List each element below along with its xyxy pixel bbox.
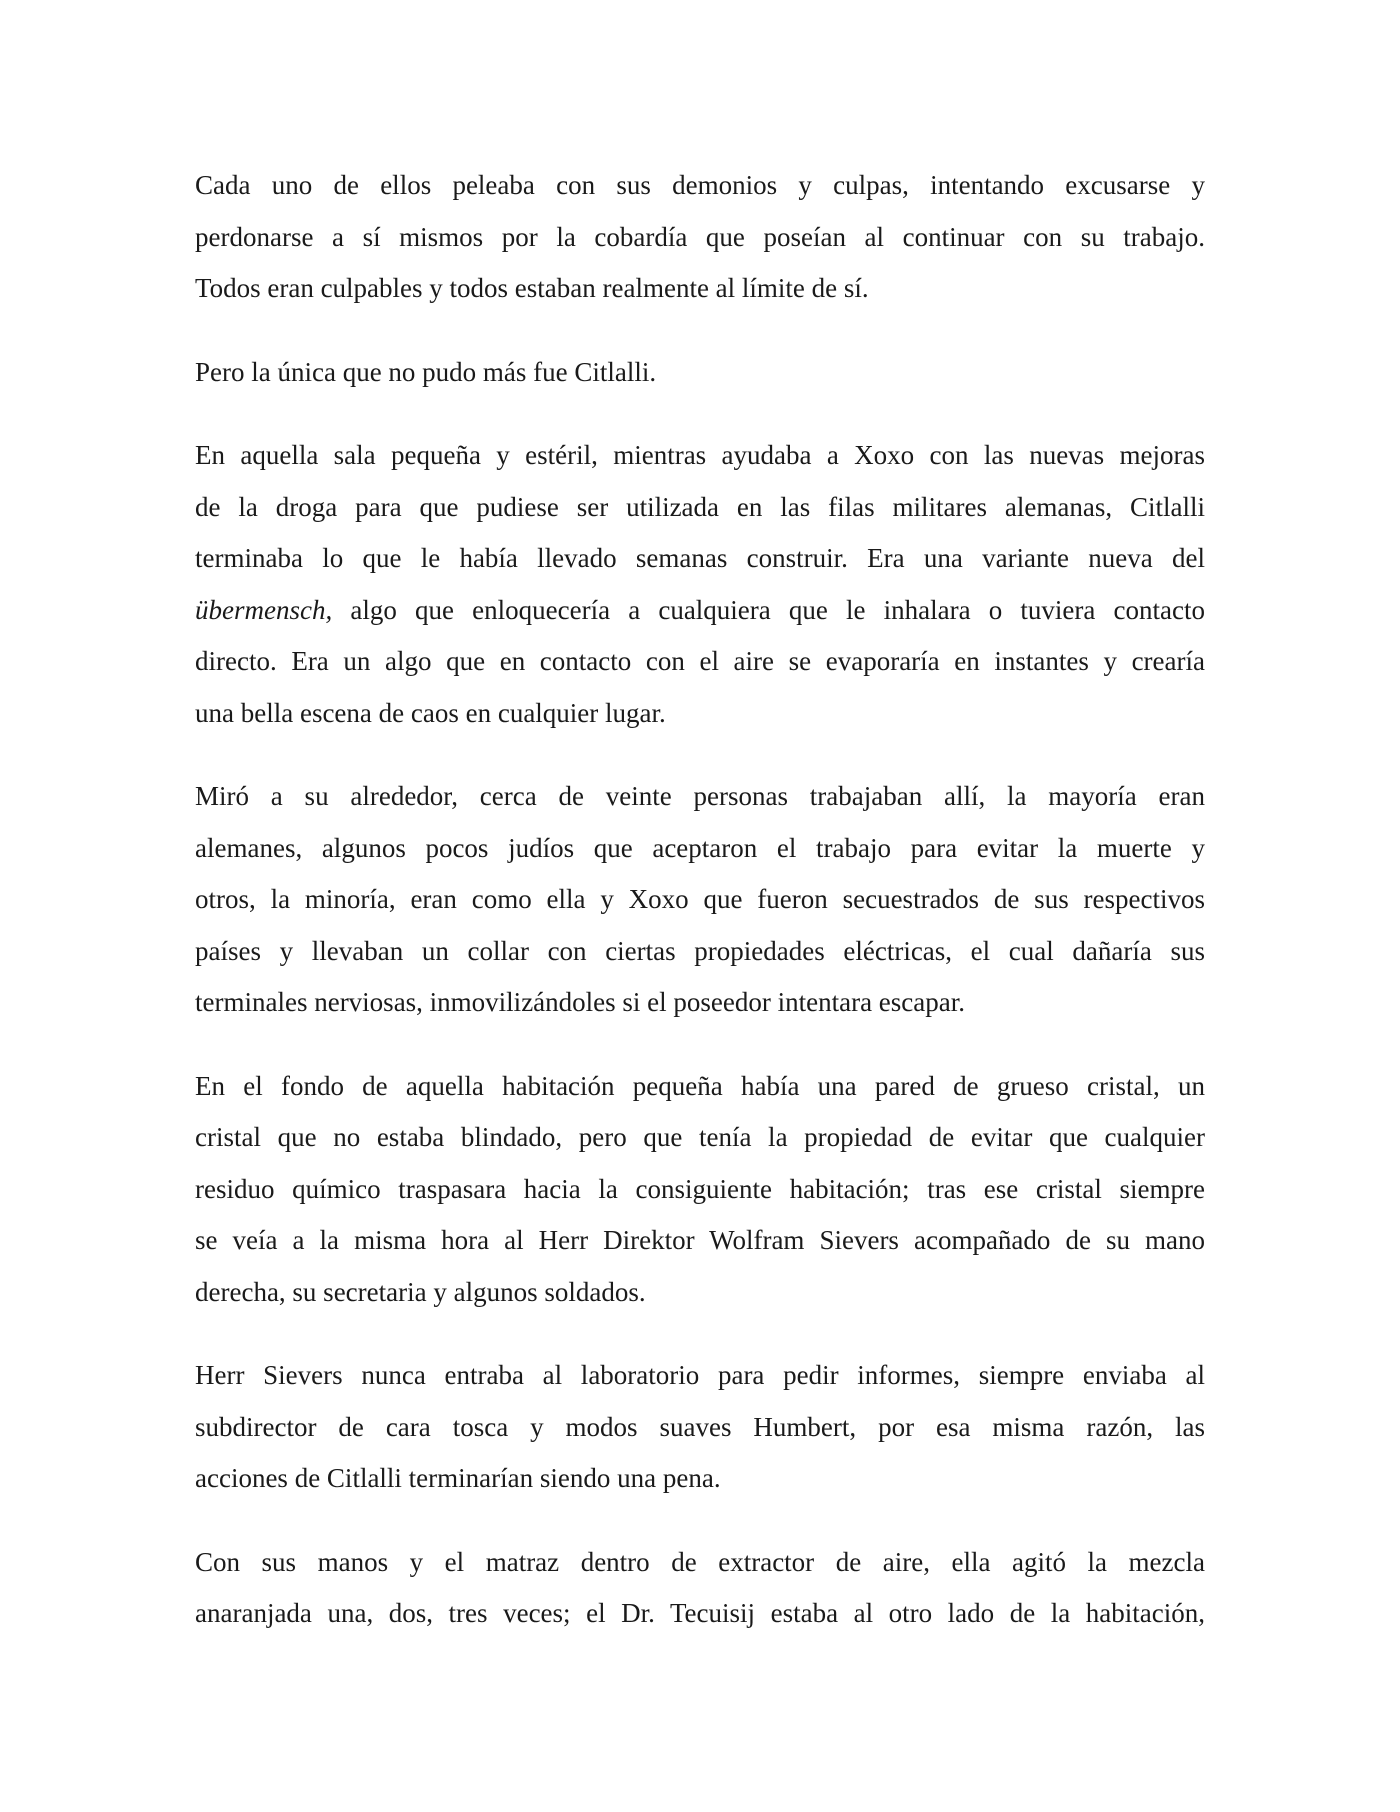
line-text: En el fondo de aquella habitación pequeña había una pared de grueso cristal, un [195,1070,1205,1101]
line-text: subdirector de cara tosca y modos suaves Humbert, por esa misma razón, las [195,1411,1205,1442]
text-line [195,1061,1205,1113]
text-line [195,263,1205,315]
line-text: acciones de Citlalli terminarían siendo una pena. [195,1463,721,1493]
line-text: terminaba lo que le había llevado semanas construir. Era una variante nueva del [195,543,1205,573]
line-text: algo que enloquecería a cualquiera que le inhalara o tuviera contacto [332,594,1205,625]
text-line [195,1267,1205,1319]
paragraph [195,1537,1205,1640]
line-text: Con sus manos y el matraz dentro de extractor de aire, ella agitó la mezcla [195,1546,1205,1577]
text-line [195,212,1205,264]
line-text: derecha, su secretaria y algunos soldados. [195,1276,646,1307]
line-text: En aquella sala pequeña y estéril, mientras ayudaba a Xoxo con las nuevas mejoras [195,440,1205,470]
text-line [195,1112,1205,1164]
paragraph [195,430,1205,739]
line-text: anaranjada una, dos, tres veces; el Dr. Tecuisij estaba al otro lado de la habitación, [195,1598,1205,1628]
text-line [195,347,1205,399]
text-line [195,160,1205,212]
document-page [195,160,1205,1672]
line-text: Pero la única que no pudo más fue Citlalli. [195,356,657,387]
line-text: de la droga para que pudiese ser utilizada en las filas militares alemanas, Citlalli [195,491,1205,522]
paragraph [195,347,1205,399]
line-text: Todos eran culpables y todos estaban realmente al límite de sí. [195,273,869,303]
paragraph [195,1061,1205,1319]
paragraph [195,1350,1205,1505]
text-line [195,585,1205,637]
text-line [195,688,1205,740]
line-text: otros, la minoría, eran como ella y Xoxo que fueron secuestrados de sus respectivos [195,884,1205,914]
text-line [195,482,1205,534]
line-text: residuo químico traspasara hacia la consiguiente habitación; tras ese cristal siempre [195,1173,1205,1204]
text-line [195,636,1205,688]
text-line [195,1453,1205,1505]
line-text: cristal que no estaba blindado, pero que tenía la propiedad de evitar que cualquier [195,1122,1205,1152]
line-text: Miró a su alrededor, cerca de veinte personas trabajaban allí, la mayoría eran [195,781,1205,811]
text-line [195,977,1205,1029]
text-line [195,1588,1205,1640]
text-line [195,1164,1205,1216]
line-text: países y llevaban un collar con ciertas propiedades eléctricas, el cual dañaría sus [195,935,1205,966]
text-line [195,823,1205,875]
line-text: perdonarse a sí mismos por la cobardía que poseían al continuar con su trabajo. [195,221,1205,252]
text-line [195,430,1205,482]
text-line [195,1215,1205,1267]
text-line [195,926,1205,978]
text-line [195,874,1205,926]
text-line [195,1537,1205,1589]
text-line [195,1350,1205,1402]
text-line [195,1402,1205,1454]
paragraph [195,160,1205,315]
text-line [195,771,1205,823]
line-text: se veía a la misma hora al Herr Direktor Wolfram Sievers acompañado de su mano [195,1225,1205,1255]
paragraph [195,771,1205,1029]
line-text: alemanes, algunos pocos judíos que aceptaron el trabajo para evitar la muerte y [195,832,1205,863]
line-text: una bella escena de caos en cualquier lugar. [195,697,666,728]
line-text: Herr Sievers nunca entraba al laboratorio para pedir informes, siempre enviaba al [195,1360,1205,1390]
line-text: terminales nerviosas, inmovilizándoles si el poseedor intentara escapar. [195,987,966,1017]
line-text: directo. Era un algo que en contacto con el aire se evaporaría en instantes y crearía [195,646,1205,676]
text-line [195,533,1205,585]
line-text: Cada uno de ellos peleaba con sus demonios y culpas, intentando excusarse y [195,170,1205,200]
italic-term: übermensch, [195,594,333,625]
